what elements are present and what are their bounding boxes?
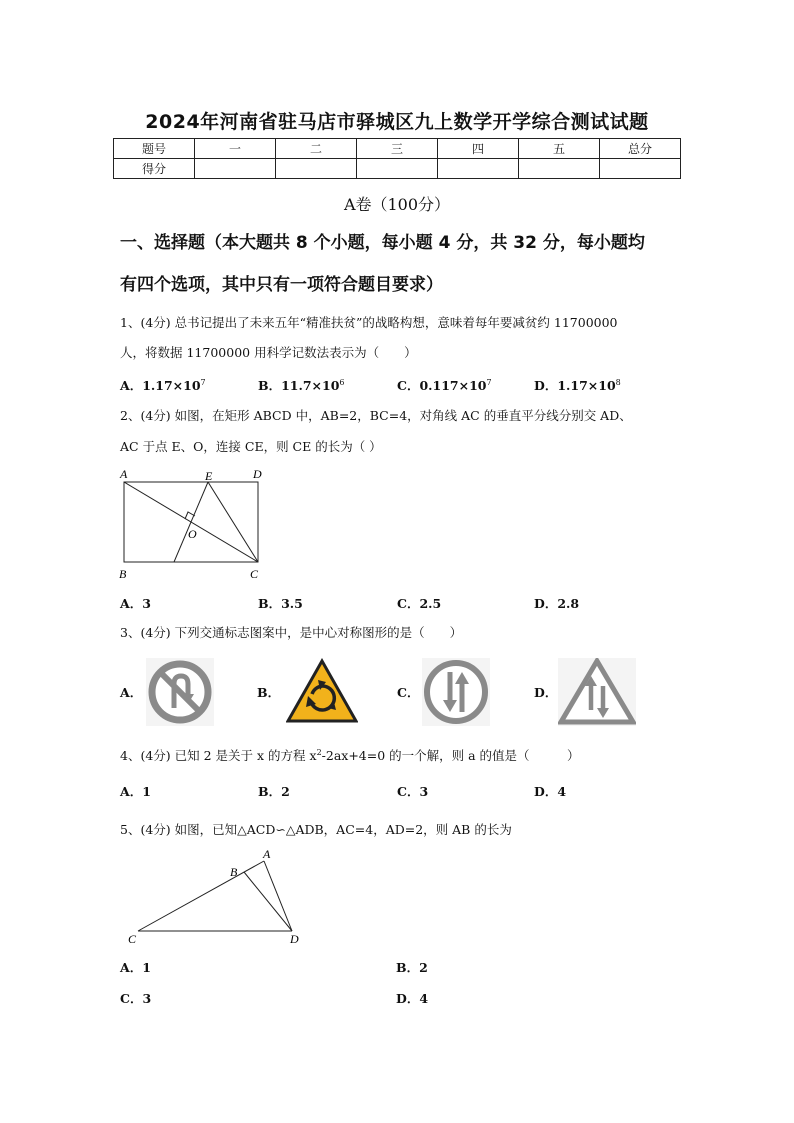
q4-option-c[interactable] [397, 782, 428, 800]
option-value: 1 [142, 784, 151, 799]
label-a: A [120, 467, 128, 481]
q4-stem [120, 738, 680, 771]
score-header-cell: 二 [276, 139, 357, 159]
label-c: C [250, 567, 259, 581]
q5-triangle-figure [118, 845, 318, 949]
score-blank-cell[interactable] [438, 159, 519, 179]
option-letter: A． [120, 378, 143, 393]
score-header-cell: 四 [438, 139, 519, 159]
option-value: 1.17×10 [557, 378, 616, 393]
two-way-traffic-circle-sign-icon[interactable] [422, 658, 490, 726]
option-exponent: 8 [615, 378, 621, 387]
q4-stem-suffix: -2ax+4=0 的一个解，则 a 的值是（ ） [321, 748, 580, 763]
q3-option-d-label[interactable]: D． [534, 685, 558, 700]
q3-stem: 3、(4分) 下列交通标志图案中，是中心对称图形的是（ ） [120, 625, 463, 640]
q1-option-b[interactable] [258, 376, 345, 394]
section-title: A卷（100分） [343, 195, 451, 214]
score-table-header-row [114, 139, 681, 159]
perpendicular-bisector [174, 482, 208, 562]
option-value: 4 [557, 784, 567, 799]
option-exponent: 7 [200, 378, 206, 387]
q3-options [120, 658, 680, 726]
option-exponent: 7 [486, 378, 492, 387]
score-blank-cell[interactable] [600, 159, 681, 179]
segment-bd [244, 872, 292, 931]
q1-option-d[interactable] [534, 376, 621, 394]
option-letter: C． [397, 596, 420, 611]
q1-options [120, 376, 680, 396]
option-letter: B． [258, 378, 282, 393]
label-b: B [119, 567, 127, 581]
q2-option-a[interactable] [120, 594, 151, 612]
q1-option-c[interactable] [397, 376, 492, 394]
q2-option-d[interactable] [534, 594, 579, 612]
option-value: 2 [281, 784, 290, 799]
label-b: B [230, 865, 238, 879]
q3-option-a-label[interactable]: A． [120, 685, 143, 700]
roundabout-warning-sign-icon[interactable] [286, 658, 358, 724]
score-blank-cell[interactable] [195, 159, 276, 179]
option-letter: D． [396, 991, 420, 1006]
score-blank-cell[interactable] [276, 159, 357, 179]
option-value: 2 [419, 960, 428, 975]
part-heading-line2: 有四个选项，其中只有一项符合题目要求） [120, 275, 443, 295]
label-o: O [188, 527, 197, 541]
option-value: 11.7×10 [281, 378, 340, 393]
option-letter: A． [120, 784, 143, 799]
q2-stem-line2: AC 于点 E、O，连接 CE，则 CE 的长为（ ） [120, 439, 382, 454]
option-value: 2.5 [419, 596, 442, 611]
q1-stem-line1: 1、(4分) 总书记提出了未来五年“精准扶贫”的战略构想，意味着每年要减贫约 11700000 [120, 315, 618, 330]
option-letter: B． [258, 784, 282, 799]
label-a: A [263, 847, 271, 861]
q5-options-row2 [120, 989, 680, 1009]
option-letter: B． [258, 596, 282, 611]
option-letter: A． [120, 960, 143, 975]
no-u-turn-sign-icon[interactable] [146, 658, 214, 726]
q2-option-c[interactable] [397, 594, 441, 612]
score-header-cell: 题号 [114, 139, 195, 159]
part-heading-line1: 一、选择题（本大题共 8 个小题，每小题 4 分，共 32 分，每小题均 [120, 233, 645, 253]
q3-option-b-label[interactable]: B． [257, 685, 281, 700]
exam-title: 2024年河南省驻马店市驿城区九上数学开学综合测试试题 [145, 111, 649, 133]
option-letter: D． [534, 378, 558, 393]
score-table-score-row [114, 159, 681, 179]
q2-option-b[interactable] [258, 594, 303, 612]
option-exponent: 6 [339, 378, 345, 387]
q4-options [120, 782, 680, 802]
q5-options-row1 [120, 958, 680, 978]
q2-rectangle-figure [112, 464, 272, 584]
q2-stem-line1: 2、(4分) 如图，在矩形 ABCD 中，AB=2，BC=4，对角线 AC 的垂直平分线分别交 AD、 [120, 408, 632, 423]
q5-stem: 5、(4分) 如图，已知△ACD∽△ADB，AC=4，AD=2，则 AB 的长为 [120, 822, 512, 837]
label-e: E [205, 469, 213, 483]
score-blank-cell[interactable] [357, 159, 438, 179]
side-ad [264, 861, 292, 931]
score-header-cell: 一 [195, 139, 276, 159]
q4-stem-prefix: 4、(4分) 已知 2 是关于 x 的方程 x [120, 748, 317, 763]
q1-stem-line2: 人，将数据 11700000 用科学记数法表示为（ ） [120, 345, 417, 360]
q4-option-b[interactable] [258, 782, 290, 800]
option-letter: B． [396, 960, 420, 975]
q2-options [120, 594, 680, 614]
q5-option-b[interactable] [396, 958, 428, 976]
option-value: 3 [142, 596, 151, 611]
option-letter: C． [397, 378, 420, 393]
segment-ce [208, 482, 258, 562]
score-row-label: 得分 [114, 159, 195, 179]
option-letter: A． [120, 596, 143, 611]
option-value: 2.8 [557, 596, 580, 611]
option-letter: C． [120, 991, 143, 1006]
label-d: D [253, 467, 262, 481]
score-header-cell: 五 [519, 139, 600, 159]
two-way-traffic-warning-sign-icon[interactable] [558, 658, 636, 726]
option-value: 4 [419, 991, 429, 1006]
score-header-cell: 总分 [600, 139, 681, 159]
option-letter: D． [534, 784, 558, 799]
option-value: 1 [142, 960, 151, 975]
q3-option-c-label[interactable]: C． [397, 685, 420, 700]
q5-option-c[interactable] [120, 989, 151, 1007]
option-letter: C． [397, 784, 420, 799]
option-value: 1.17×10 [142, 378, 201, 393]
q5-option-a[interactable] [120, 958, 151, 976]
option-value: 3.5 [281, 596, 303, 611]
q4-option-d[interactable] [534, 782, 566, 800]
label-c: C [128, 932, 137, 946]
score-table [113, 138, 681, 179]
score-header-cell: 三 [357, 139, 438, 159]
option-letter: D． [534, 596, 558, 611]
q4-option-a[interactable] [120, 782, 151, 800]
q5-option-d[interactable] [396, 989, 428, 1007]
right-angle-mark [185, 512, 195, 519]
label-d: D [290, 932, 299, 946]
q4-stem-exponent: 2 [316, 748, 322, 757]
score-blank-cell[interactable] [519, 159, 600, 179]
option-value: 3 [419, 784, 429, 799]
option-value: 0.117×10 [419, 378, 487, 393]
q1-option-a[interactable] [120, 376, 206, 394]
side-ca [138, 861, 264, 931]
option-value: 3 [142, 991, 152, 1006]
